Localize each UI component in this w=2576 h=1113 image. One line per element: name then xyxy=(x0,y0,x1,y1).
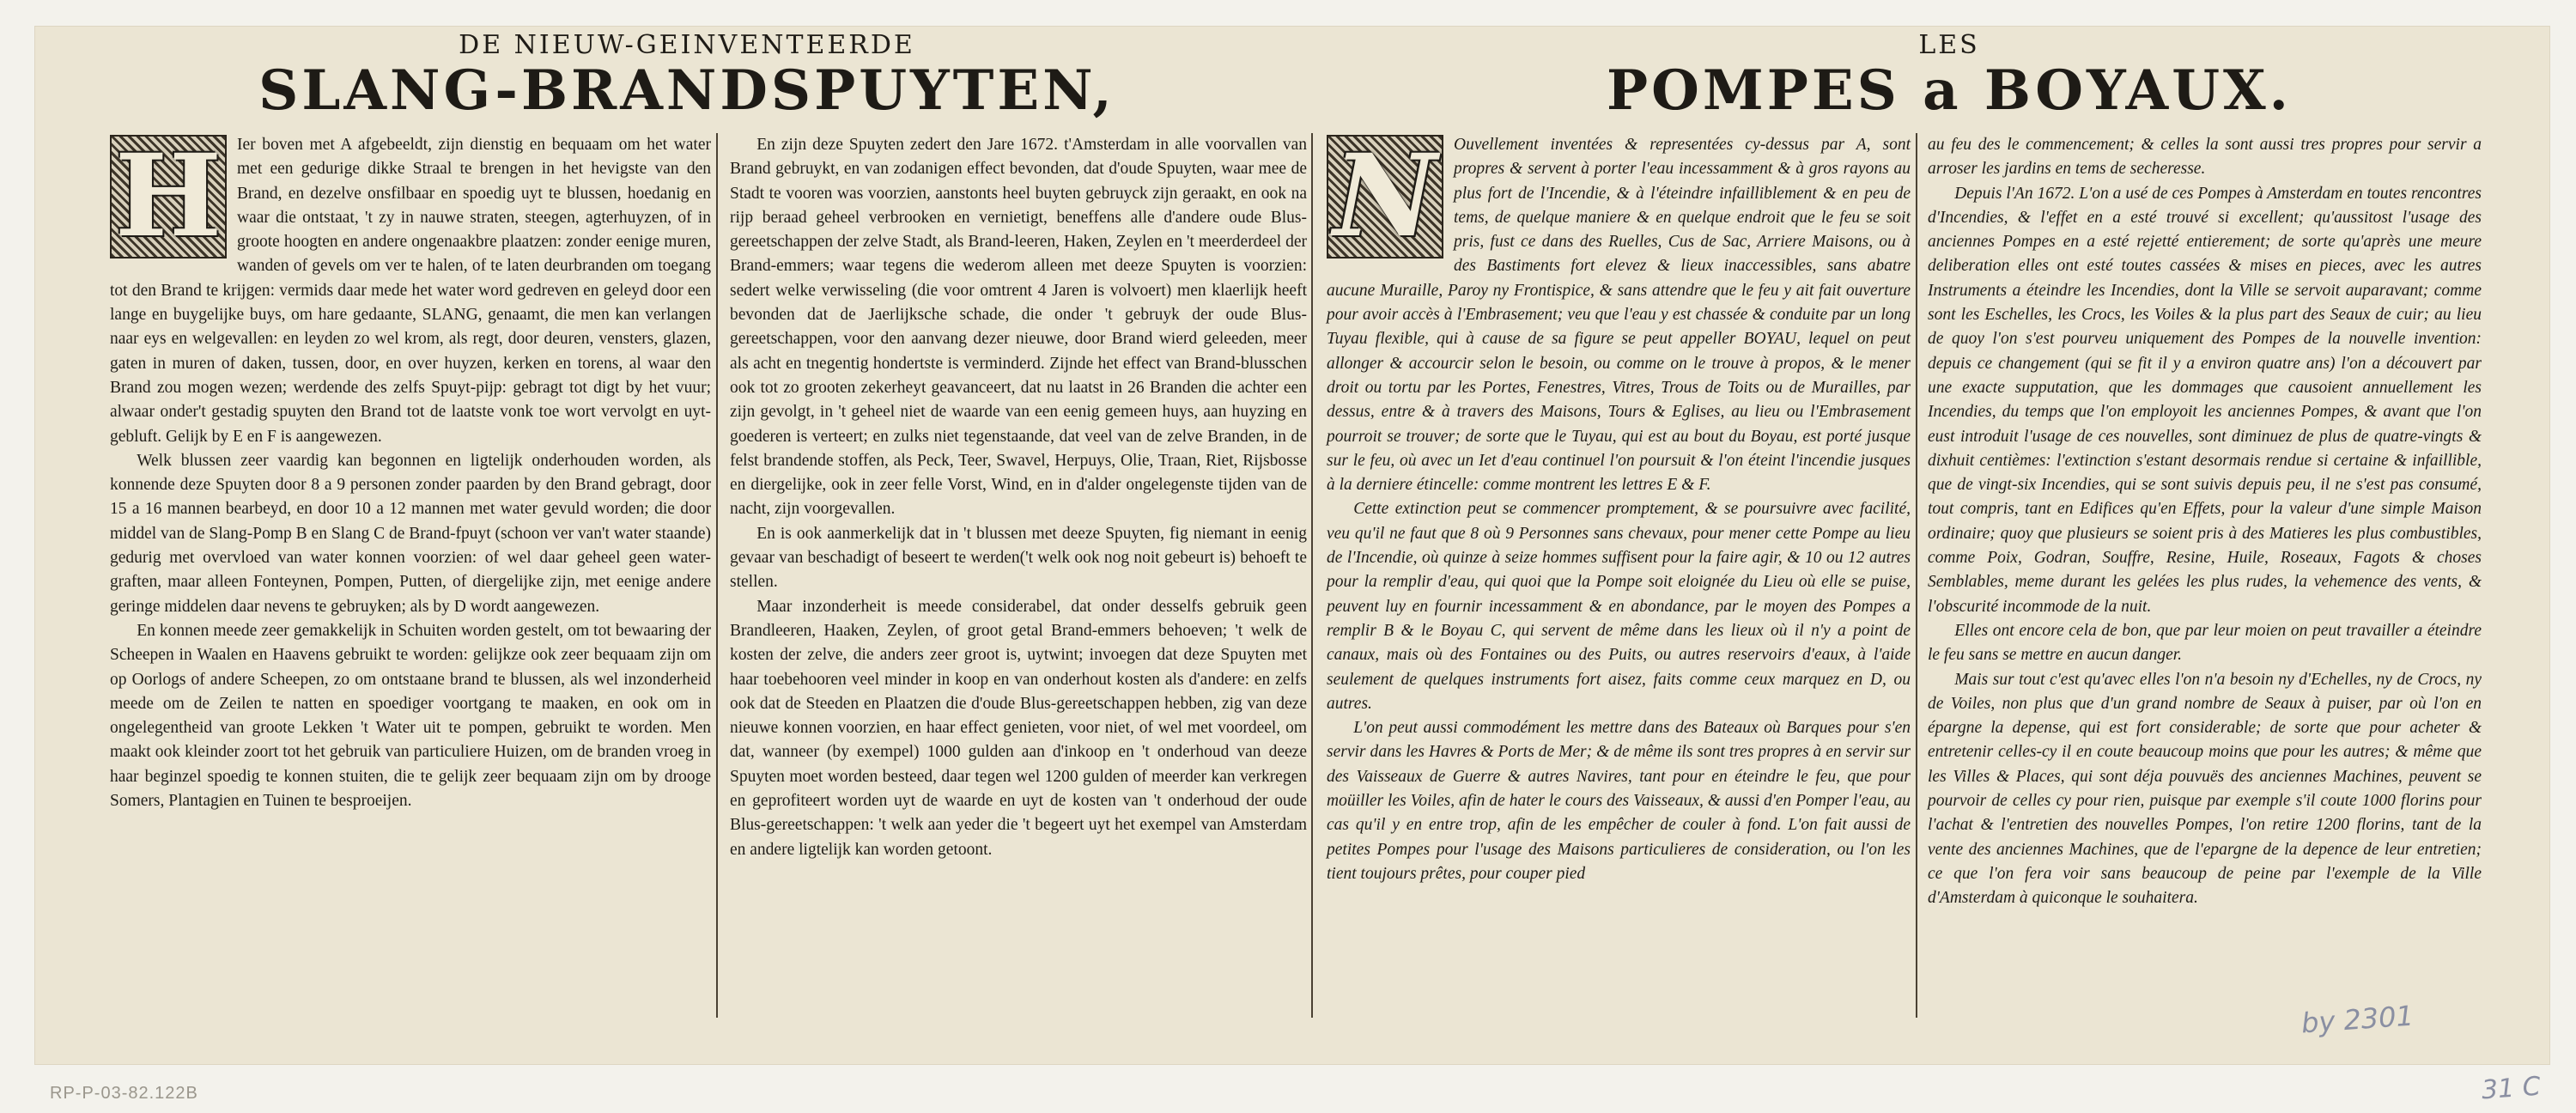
inventory-number: RP-P-03-82.122B xyxy=(50,1084,198,1103)
corner-annotation: 31 C xyxy=(2480,1071,2542,1106)
heading-dutch-main: SLANG-BRANDSPUYTEN, xyxy=(258,58,1115,123)
column-rule xyxy=(716,133,718,1018)
dropcap-ornament: N xyxy=(1327,135,1443,258)
paragraph: Mais sur tout c'est qu'avec elles l'on n'a besoin ny d'Echelles, ny de Crocs, ny de Voiles, non plus que d'un grand nombre de Seaux à puiser, par où l'on en épargne la depense, qui est fort considerable; de sorte que pour acheter & entretenir celles-cy il en coute beaucoup moins que pour les autres; & même que les Villes & Places, qui sont déja pouvuës des anciennes Machines, peuvent se pourvoir de celles cy pour rien, puisque par exemple s'il coute 1000 florins pour l'achat & l'entretien des nouvelles Pompes, l'on retire 1200 florins, tant de la vente des anciennes Machines, que de l'epargne de la depence de leur entretien; ce que l'on fera voir sans beaucoup de peine par l'exemple de la Ville d'Amsterdam à quiconque le souhaitera. xyxy=(1928,670,2482,908)
heading-dutch xyxy=(258,31,1116,122)
paragraph: Elles ont encore cela de bon, que par leur moien on peut travailler a éteindre le feu sans se mettre en aucun danger. xyxy=(1928,621,2482,665)
dropcap-ornament: H xyxy=(110,135,227,258)
pencil-annotation: by 2301 xyxy=(2300,999,2415,1040)
heading-french xyxy=(1528,31,2370,122)
column-dutch-1 xyxy=(110,133,711,813)
heading-french-main: POMPES a BOYAUX. xyxy=(1607,58,2292,123)
paragraph: Ouvellement inventées & representées cy-dessus par A, sont propres & servent à porter l'eau incessamment & à gros rayons au plus fort de l'Incendie, & à l'éteindre infailliblement & en peu de tems, de quelque maniere & en quelque endroit que le feu se soit pris, fust ce dans des Ruelles, Cus de Sac, Arriere Maisons, ou à des Bastiments fort elevez & lieux inaccessibles, sans abatre aucune Muraille, Paroy ny Frontispice, & sans attendre que le feu y ait fait ouverture pour avoir accès à l'Embrasement; veu que l'eau y est chassée & conduite par un long Tuyau flexible, qui à cause de sa figure se peut appeller BOYAU, lequel on peut allonger & accourcir selon le besoin, ou comme on le trouve à propos, & le mener droit ou tortu par les Portes, Fenestres, Vitres, Trous de Toits ou de Murailles, par dessus, entre & à travers des Maisons, Tours & Eglises, au lieu ou l'Embrasement pourroit se trouver; de sorte que le Tuyau, qui est au bout du Boyau, est porté jusque sur le feu, où avec un Iet d'eau continuel l'on poursuit & l'on éteint l'incendie jusques à la derniere étincelle: comme montrent les lettres E & F. xyxy=(1327,136,1911,495)
heading-dutch-sub: DE NIEUW-GEINVENTEERDE xyxy=(459,30,915,60)
paragraph: Welk blussen zeer vaardig kan begonnen en ligtelijk onderhouden worden, als konnende deze Spuyten door 8 a 9 personen zonder paarden by den Brand gebragt, door 15 a 16 mannen bearbeyd, en door 10 a 12 mannen met water gevuld worden; die door middel van de Slang-Pomp B en Slang C de Brand-fpuyt (schoon ver van't water staande) gedurig met overvloed van water konnen voorzien: of wel daar geheel geen water-graften, maar alleen Fonteynen, Pompen, Putten, of diergelijke zijn, met eenige andere geringe middelen daar nevens te gebruyken; als by D wordt aangewezen. xyxy=(110,451,711,616)
paragraph: Ier boven met A afgebeeldt, zijn dienstig en bequaam om het water met een gedurige dikke Straal te brengen in het hevigste van den Brand, en dezelve onsfilbaar en spoedig uyt te blussen, hoedanig en waar die ontstaat, 't zy in nauwe straten, steegen, agterhuyzen, of in groote hoogten en andere ongenaakbre plaatzen: zonder eenige muren, wanden of gevels om ver te halen, of te laten deurbranden om toegang tot den Brand te krijgen: vermids daar mede het water word gedreven en geleyd door een lange en buygelijke buys, om hare gedaante, SLANG, genaamt, die men kan verlangen naar eys en welgevallen: en leyden zo wel krom, als regt, door deuren, vensters, glazen, gaten in muren of daken, tussen, door, en over huyzen, kerken en torens, al waar den Brand zou mogen wezen; werdende des zelfs Spuyt-pijp: gebragt tot digt by het vuur; alwaar onder't gestadig spuyten den Brand tot de laatste vonk toe wort vervolgt en uyt-gebluft. Gelijk by E en F is aangewezen. xyxy=(110,136,711,446)
paragraph: En konnen meede zeer gemakkelijk in Schuiten worden gestelt, om tot bewaaring der Scheepen in Waalen en Haavens gebruikt te worden: gelijkze ook zeer bequaam zijn om op Oorlogs of andere Scheepen, zo om ontstaane brand te blussen, als wel inzonderheid meede om de Zeilen te natten en spoediger voortgang te maaken, en ook om in ongelegentheid van groote Lekken 't Water uit te pompen, gebruikt te worden. Men maakt ook kleinder zoort tot het gebruik van particuliere Huizen, om de branden vroeg in haar beginzel spoedig te konnen stuiten, die te gelijk zeer bequaam zijn om by drooge Somers, Plantagien en Tuinen te besproeijen. xyxy=(110,621,711,811)
column-divider-center xyxy=(1311,133,1313,1018)
paragraph: au feu des le commencement; & celles la sont aussi tres propres pour servir a arroser les jardins en tems de secheresse. xyxy=(1928,136,2482,179)
column-french-1 xyxy=(1327,133,1911,886)
paragraph: En is ook aanmerkelijk dat in 't blussen met deeze Spuyten, fig niemant in eenig gevaar van beschadigt of beseert te werden('t welk ook nog noit gebeurt is) behoeft te stellen. xyxy=(730,524,1307,592)
column-dutch-2 xyxy=(730,133,1307,862)
heading-french-sub: LES xyxy=(1918,30,1980,60)
column-french-2 xyxy=(1928,133,2482,911)
column-rule xyxy=(1916,133,1917,1018)
paragraph: Maar inzonderheit is meede considerabel, dat onder desselfs gebruik geen Brandleeren, Haaken, Zeylen, of groot getal Brand-emmers behoeven; 't welk de kosten der zelve, die anders zeer groot is, uytwint; invoegen dat deze Spuyten met haar toebehooren veel minder in koop en van onderhout kosten als d'andere: en zelfs ook dat de Steeden en Plaatzen die d'oude Blus-gereetschappen hebben, zig van deze nieuwe konnen voorzien, en haar effect genieten, voor niet, of wel met voordeel, om dat, wanneer (by exempel) 1000 gulden aan d'inkoop en 't onderhoud van deeze Spuyten moet worden besteed, daar tegen wel 1200 gulden of meerder kan verkregen en geprofiteert worden uyt de waarde en uyt de kosten van 't onderhoud der oude Blus-gereetschappen: 't welk aan yeder die 't begeert uyt het exempel van Amsterdam en andere ligtelijk kan worden getoont. xyxy=(730,597,1307,859)
paragraph: Depuis l'An 1672. L'on a usé de ces Pompes à Amsterdam en toutes rencontres d'Incendies, & l'effet en a esté trouvé si excellent; qu'aussitost l'usage des anciennes Pompes en a esté rejetté entierement; de sorte qu'après une meure deliberation elles ont esté toutes cassées & mises en pieces, avec les autres Instruments a éteindre les Incendies, dont la Ville se servoit auparavant; comme sont les Eschelles, les Crocs, les Voiles & la plus part des Seaux de cuir; au lieu de quoy l'on s'est pourveu uniquement des Pompes de la nouvelle invention: depuis ce changement (qui se fit il y a environ quatre ans) l'on a découvert par une exacte supputation, que les dommages que causoient annuellement les Incendies, du temps que l'on employoit les anciennes Pompes, & avant que l'on eust introduit l'usage de ces nouvelles, sont diminuez de plus de quatre-vingts & dixhuit centièmes: l'extinction s'estant desormais rendue si certaine & infaillible, que de vingt-six Incendies, qui se sont suivis depuis peu, il ne s'est pas consumé, tout compris, tant en Edifices qu'en Effets, pour la valeur d'une simple Maison ordinaire; quoy que plusieurs se soient pris à des Matieres les plus combustibles, comme Poix, Godran, Souffre, Resine, Huile, Roseaux, Fagots & choses Semblables, meme durant les gelées les plus rudes, la vehemence des vents, & l'obscurité incommode de la nuit. xyxy=(1928,184,2482,616)
paragraph: En zijn deze Spuyten zedert den Jare 1672. t'Amsterdam in alle voorvallen van Brand gebruykt, en van zodanigen effect bevonden, dat d'oude Spuyten, waar mee de Stadt te vooren was voorzien, aanstonts heel buyten gebruyck zijn geraakt, en ook na rijp beraad geheel verbrooken en vernietigt, beneffens alle d'andere oude Blus-gereetschappen der zelve Stadt, als Brand-leeren, Haken, Zeylen en 't meerderdeel der Brand-emmers; waar tegens die wederom alleen met deeze Spuyten is voorzien: sedert welke verwisseling (die voor omtrent 4 Jaren is volvoert) men klaerlijk heeft bevonden dat de Jaerlijksche schade, die onder 't gebruyk der oude Blus-gereetschappen, voor den aanvang dezer nieuwe, door Brand wierd geleeden, meer als acht en tnegentig hondertste is verminderd. Zijnde het effect van Brand-blusschen ook tot zo grooten zekerheyt geavanceert, dat nu laatst in 26 Branden die achter een zijn gevolgt, in 't geheel niet de waarde van een eenig gemeen huys, aan huyzing en goederen is verteert; en zulks niet tegenstaande, dat veel van de zelve Branden, in de felst brandende stoffen, als Peck, Teer, Swavel, Herpuys, Olie, Traan, Riet, Rijsbosse en diergelijke, ook in zeer felle Vorst, Wind, en in d'alder ongelegenste tijden van de nacht, zijn voorgevallen. xyxy=(730,136,1307,519)
paragraph: Cette extinction peut se commencer promptement, & se poursuivre avec facilité, veu qu'il ne faut que 8 où 9 Personnes sans chevaux, pour mener cette Pompe au lieu de l'Incendie, où quinze à seize hommes suffisent pour la faire agir, & 10 ou 12 autres pour la remplir d'eau, qui quoi que la Pompe soit eloignée du Lieu où elle se puise, peuvent luy en fournir incessamment & en abondance, par le moyen des Pompes a remplir B & le Boyau C, qui servent de même dans les lieux où il n'y a point de canaux, mais où des Fontaines ou des Puits, ou autres reservoirs d'eaux, à l'aide seulement de quelques instruments fort aisez, faits comme ceux marquez en D, ou autres. xyxy=(1327,500,1911,713)
paragraph: L'on peut aussi commodément les mettre dans des Bateaux où Barques pour s'en servir dans les Havres & Ports de Mer; & de même ils sont tres propres à en servir sur des Vaisseaux de Guerre & autres Navires, tant pour en éteindre le feu, que pour moüiller les Voiles, afin de hater le cours des Vaisseaux, & aussi d'en Pomper l'eau, au cas qu'il y en entre trop, afin de les empêcher de couler à fond. L'on fait aussi de petites Pompes pour l'usage des Maisons particulieres de consideration, ou l'on les tient toujours prêtes, pour couper pied xyxy=(1327,719,1911,883)
